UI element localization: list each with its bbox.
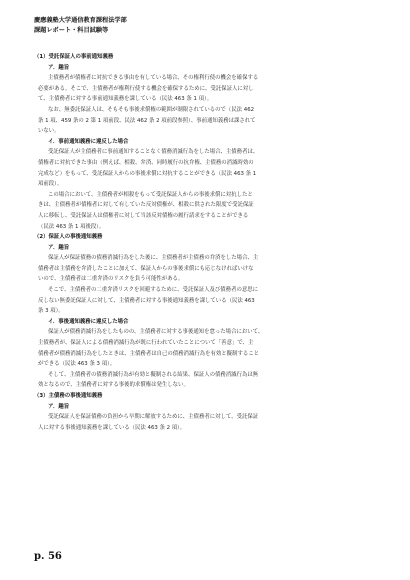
section-heading: （3）主債務の事後通知義務 xyxy=(34,393,103,399)
paragraph-line: 債務者が債務消滅行為をしたときは、主債務者は自己の債務消滅行為を有効と擬制すること xyxy=(38,350,260,357)
header-university: 慶應義塾大学通信教育課程法学部 xyxy=(34,17,127,24)
paragraph-line: ができる（民法 463 条 3 項）。 xyxy=(38,361,116,368)
paragraph xyxy=(34,370,382,391)
subsection-heading: イ．事前通知義務に違反した場合 xyxy=(48,138,129,145)
paragraph-line: 受託保証人が主債務者に事前通知することなく債務消滅行為をした場合、主債務者は、 xyxy=(48,149,259,156)
paragraph-line: 債権者に対抗できた事由（例えば、相殺、弁済、同時履行の抗弁権、主債務の消滅時効の xyxy=(38,159,254,166)
paragraph-line: 保証人が債務消滅行為をしたものの、主債務者に対する事後通知を怠った場合において、 xyxy=(48,329,264,336)
paragraph-line: 必要がある。そこで、主債務者が権利行使する機会を確保するために、受託保証人に対し xyxy=(38,85,254,92)
paragraph-line: そして、主債務者の債務消滅行為が有効と擬制される結果、保証人の債務消滅行為は無 xyxy=(48,371,259,378)
paragraph-line: 保証人が保証債務の債務消滅行為をした後に、主債務者が主債務の弁済をした場合、主 xyxy=(48,255,259,262)
paragraph-line: 債務者は主債務を弁済したことに加えて、保証人からの事後求償にも応じなければいけな xyxy=(38,265,254,272)
paragraph xyxy=(34,253,382,285)
subsection-heading: ア．趣旨 xyxy=(48,64,70,71)
paragraph-line: 反しない無委託保証人に対して、主債務者に対する事後通知義務を課している（民法 463 xyxy=(38,297,255,304)
header-subtitle: 課題レポート・科目試験等 xyxy=(34,27,109,34)
paragraph xyxy=(34,105,382,137)
paragraph xyxy=(34,327,382,369)
paragraph-line: 完成など）をもって、受託保証人からの事後求償に対抗することができる（民法 463 条 1 xyxy=(38,170,257,177)
document-header xyxy=(34,16,382,36)
paragraph-line: て、主債務者に対する事前通知義務を課している（民法 463 条 1 項）。 xyxy=(38,96,213,103)
paragraph-line: いので、主債務者は二重弁済のリスクを負う可能性がある。 xyxy=(38,276,184,283)
paragraph-line: 人に移転し、受託保証人は債権者に対して当該反対債権の履行請求をすることができる xyxy=(38,212,249,219)
paragraph-line: 条 1 項、459 条の 2 第 1 項前段、民法 462 条 2 項前段参照）、事前通知義務は課されて xyxy=(38,117,256,124)
paragraph-line: いない。 xyxy=(38,128,60,135)
subsection-heading: ア．趣旨 xyxy=(48,244,70,251)
paragraph xyxy=(34,412,382,433)
paragraph xyxy=(34,147,382,189)
paragraph xyxy=(34,73,382,105)
document-body xyxy=(34,52,382,433)
paragraph xyxy=(34,190,382,232)
paragraph-line: この場合において、主債務者が相殺をもって受託保証人からの事後求償に対抗したと xyxy=(48,191,253,198)
section-heading: （1）受託保証人の事前通知義務 xyxy=(34,54,114,60)
paragraph-line: 条 3 項）。 xyxy=(38,308,64,315)
paragraph-line: 主債務者が、保証人による債務消滅行為が既に行われていたことについて「善意」で、主 xyxy=(38,340,254,347)
section-heading: （2）保証人の事後通知義務 xyxy=(34,234,103,241)
paragraph-line: 受託保証人を保証債務の負担から早期に解放するために、主債務者に対して、受託保証 xyxy=(48,414,259,421)
subsection-heading: イ．事後通知義務に違反した場合 xyxy=(48,318,129,325)
paragraph-line: （民法 463 条 1 項後段）。 xyxy=(38,223,105,230)
paragraph xyxy=(34,285,382,317)
paragraph-line: きは、主債務者が債権者に対して有していた反対債権が、相殺に供された限度で受託保証 xyxy=(38,202,254,209)
paragraph-line: 人に対する事後通知義務を課している（民法 463 条 2 項）。 xyxy=(38,424,186,431)
paragraph-line: 主債務者が債権者に対抗できる事由を有している場合、その権利行使の機会を確保する xyxy=(48,75,259,82)
page-number: p. 56 xyxy=(34,551,62,562)
subsection-heading: ア．趣旨 xyxy=(48,403,70,410)
paragraph-line: 効となるので、主債務者に対する事後的求償権は発生しない。 xyxy=(38,382,189,389)
paragraph-line: そこで、主債務者の二重弁済リスクを回避するために、受託保証人及び債務者の意思に xyxy=(48,287,259,294)
paragraph-line: 項前段）。 xyxy=(38,181,63,188)
paragraph-line: なお、無委託保証人は、そもそも事後求償権の範囲が制限されているので（民法 462 xyxy=(48,106,255,113)
